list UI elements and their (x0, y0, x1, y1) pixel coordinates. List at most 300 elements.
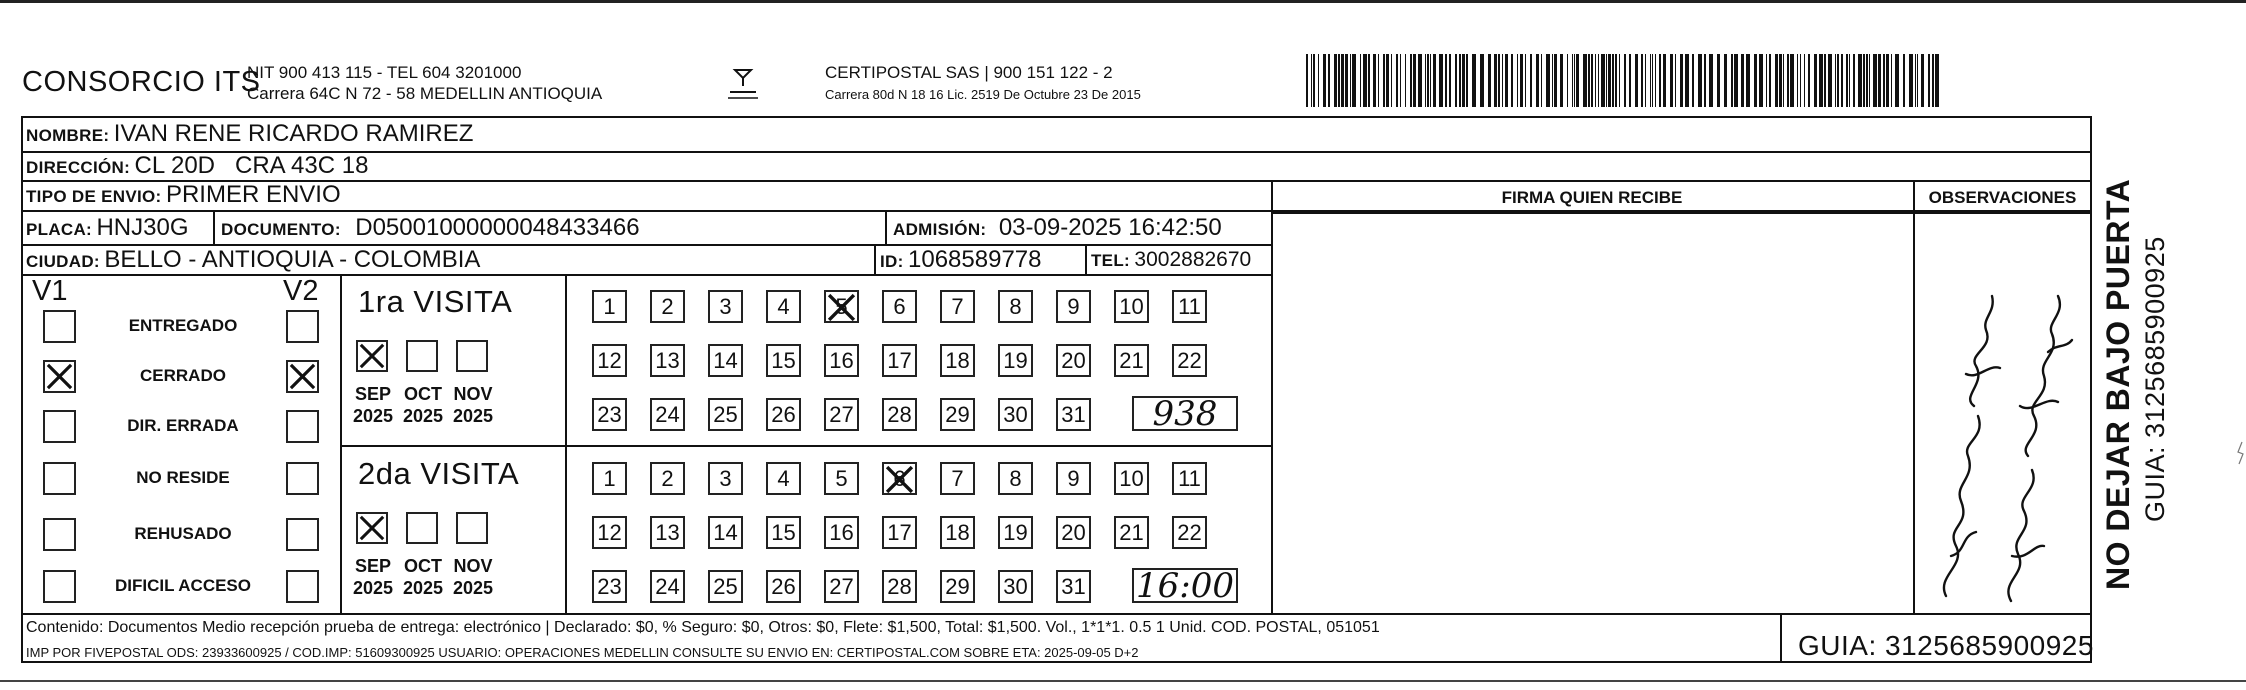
barcode-bar (1511, 54, 1513, 107)
day-number: 5 (835, 294, 848, 319)
barcode-bar (1606, 54, 1607, 107)
barcode-bar (1624, 54, 1626, 107)
barcode-bar (1502, 54, 1503, 107)
barcode-bar (1363, 54, 1367, 107)
barcode-bar (1849, 54, 1850, 107)
status-label: REHUSADO (134, 524, 232, 543)
day-box[interactable]: 11 (1172, 290, 1207, 323)
day-box[interactable]: 30 (998, 570, 1033, 603)
barcode-bar (1552, 54, 1553, 107)
v2-checkbox[interactable] (286, 570, 319, 603)
barcode-bar (1530, 54, 1532, 107)
barcode-bar (1378, 54, 1379, 107)
month-year: 2025 (402, 406, 444, 426)
barcode-bar (1615, 54, 1617, 107)
barcode-bar (1472, 54, 1476, 107)
day-box[interactable]: 30 (998, 398, 1033, 431)
month-name: SEP (354, 384, 392, 404)
barcode-bar (1841, 54, 1843, 107)
barcode-bar (1455, 54, 1457, 107)
day-box[interactable]: 15 (766, 344, 801, 377)
id-label: ID: (880, 252, 904, 271)
barcode-bar (1328, 54, 1330, 107)
day-box[interactable]: 19 (998, 516, 1033, 549)
top-border (0, 0, 2246, 3)
month-checkbox[interactable] (356, 340, 388, 372)
status-label: DIFICIL ACCESO (114, 576, 251, 595)
barcode-bar (1645, 54, 1646, 107)
day-box[interactable]: 13 (650, 516, 685, 549)
barcode-bar (1334, 54, 1337, 107)
barcode-bar (1536, 54, 1539, 107)
day-box[interactable]: 24 (650, 570, 685, 603)
month-checkbox[interactable] (406, 512, 438, 544)
v2-checkbox[interactable] (286, 410, 319, 443)
barcode-bar (1769, 54, 1771, 107)
barcode-bar (1883, 54, 1885, 107)
bottom-border (0, 680, 2246, 682)
month-year: 2025 (352, 406, 394, 426)
barcode-bar (1430, 54, 1431, 107)
footer-guia-divider (1780, 613, 1782, 663)
month-checkbox[interactable] (456, 512, 488, 544)
day-box[interactable]: 16 (824, 344, 859, 377)
month-year: 2025 (352, 578, 394, 598)
day-box[interactable]: 18 (940, 516, 975, 549)
admision-value: 03-09-2025 16:42:50 (998, 214, 1222, 241)
day-box[interactable]: 24 (650, 398, 685, 431)
day-box[interactable]: 27 (824, 398, 859, 431)
side-guia: GUIA: 3125685900925 (2140, 236, 2170, 522)
direccion-row (26, 152, 368, 180)
ciudad-label: CIUDAD: (26, 252, 100, 271)
barcode-bar (1400, 54, 1401, 107)
barcode-bar (1797, 54, 1798, 107)
barcode-bar (1488, 54, 1491, 107)
month-checkbox[interactable] (356, 512, 388, 544)
barcode-bar (1709, 54, 1713, 107)
barcode-bar (1734, 54, 1738, 107)
barcode-bar (1601, 54, 1605, 107)
barcode-bar (1498, 54, 1500, 107)
barcode-bar (1935, 54, 1939, 107)
barcode-bar (1724, 54, 1727, 107)
day-box[interactable]: 23 (592, 398, 627, 431)
day-box[interactable]: 20 (1056, 344, 1091, 377)
visit-divider (340, 445, 1271, 447)
courier-info (825, 62, 1141, 106)
status-label: CERRADO (140, 366, 226, 385)
nombre-row (26, 120, 473, 148)
barcode-bar (1895, 54, 1899, 107)
day-box[interactable]: 26 (766, 570, 801, 603)
barcode-bar (1546, 54, 1550, 107)
company-name: CONSORCIO ITS (22, 66, 261, 98)
month-name: OCT (404, 556, 442, 576)
barcode-bar (1787, 54, 1789, 107)
barcode-bar (1386, 54, 1389, 107)
barcode-bar (1835, 54, 1836, 107)
barcode-bar (1846, 54, 1848, 107)
v1-checkbox[interactable] (43, 518, 76, 551)
barcode-bar (1525, 54, 1526, 107)
barcode-bar (1396, 54, 1398, 107)
barcode-bar (1311, 54, 1312, 107)
day-box[interactable]: 21 (1114, 344, 1149, 377)
barcode-bar (1858, 54, 1862, 107)
day-box[interactable]: 27 (824, 570, 859, 603)
day-box[interactable]: 7 (940, 462, 975, 495)
id-row (880, 246, 1042, 274)
admision-divider (885, 212, 887, 245)
barcode-bar (1576, 54, 1579, 107)
barcode-bar (1655, 54, 1656, 107)
day-box[interactable]: 4 (766, 290, 801, 323)
tel-value: 3002882670 (1134, 248, 1252, 271)
company-nit: NIT 900 413 115 - TEL 604 3201000 (247, 63, 522, 82)
placa-label: PLACA: (26, 220, 93, 239)
barcode-bar (1869, 54, 1870, 107)
barcode-bar (1663, 54, 1666, 107)
certipostal-logo-icon (722, 64, 764, 104)
month-year: 2025 (452, 578, 494, 598)
tel-label: TEL: (1091, 251, 1130, 270)
row-divider (1913, 212, 2092, 214)
barcode-bar (1567, 54, 1568, 107)
barcode-bar (1425, 54, 1426, 107)
barcode-bar (1759, 54, 1763, 107)
tel-divider (1085, 244, 1087, 275)
v1-checkbox[interactable] (43, 570, 76, 603)
barcode-bar (1808, 54, 1810, 107)
status-label: ENTREGADO (128, 316, 238, 335)
direccion-value: CL 20D CRA 43C 18 (134, 152, 369, 179)
day-box[interactable]: 10 (1114, 462, 1149, 495)
day-box[interactable]: 17 (882, 516, 917, 549)
barcode-bar (1853, 54, 1855, 107)
visit-title: 2da VISITA (358, 456, 520, 491)
barcode-bar (1462, 54, 1465, 107)
barcode-bar (1641, 54, 1643, 107)
barcode-bar (1754, 54, 1757, 107)
placa-divider (213, 212, 215, 245)
barcode-bar (1410, 54, 1412, 107)
ciudad-row (26, 246, 480, 274)
month-year: 2025 (452, 406, 494, 426)
barcode-bar (1505, 54, 1508, 107)
barcode-bar (1413, 54, 1416, 107)
month-year: 2025 (402, 578, 444, 598)
barcode-bar (1459, 54, 1461, 107)
barcode-bar (1878, 54, 1881, 107)
day-box[interactable] (882, 462, 917, 495)
barcode-bar (1731, 54, 1733, 107)
barcode (1306, 54, 1940, 107)
tipo-label: TIPO DE ENVIO: (26, 187, 162, 206)
day-box[interactable]: 19 (998, 344, 1033, 377)
barcode-bar (1704, 54, 1706, 107)
barcode-bar (1824, 54, 1826, 107)
v1-checkbox[interactable] (43, 360, 76, 393)
tel-row (1091, 248, 1251, 272)
barcode-bar (1800, 54, 1801, 107)
barcode-bar (1891, 54, 1892, 107)
day-box[interactable]: 4 (766, 462, 801, 495)
v1-checkbox[interactable] (43, 410, 76, 443)
barcode-bar (1466, 54, 1468, 107)
barcode-bar (1449, 54, 1451, 107)
barcode-bar (1368, 54, 1370, 107)
day-box[interactable]: 23 (592, 570, 627, 603)
barcode-bar (1494, 54, 1497, 107)
day-box[interactable]: 20 (1056, 516, 1091, 549)
barcode-bar (1345, 54, 1348, 107)
barcode-bar (1804, 54, 1805, 107)
barcode-bar (1903, 54, 1905, 107)
barcode-bar (1591, 54, 1593, 107)
barcode-bar (1520, 54, 1523, 107)
day-box[interactable]: 28 (882, 570, 917, 603)
day-box[interactable]: 25 (708, 398, 743, 431)
tipo-row (26, 181, 341, 209)
firma-left-border (1271, 180, 1273, 614)
barcode-bar (1608, 54, 1611, 107)
month-checkbox[interactable] (406, 340, 438, 372)
nombre-label: NOMBRE: (26, 126, 110, 145)
visit-title: 1ra VISITA (358, 284, 513, 319)
v2-header: V2 (283, 275, 319, 307)
barcode-bar (1352, 54, 1356, 107)
day-box[interactable]: 22 (1172, 516, 1207, 549)
day-box[interactable]: 1 (592, 462, 627, 495)
nombre-value: IVAN RENE RICARDO RAMIREZ (113, 120, 474, 147)
barcode-bar (1318, 54, 1319, 107)
direccion-label: DIRECCIÓN: (26, 158, 131, 177)
day-box[interactable]: 14 (708, 516, 743, 549)
courier-name: CERTIPOSTAL SAS | 900 151 122 - 2 (825, 63, 1113, 82)
day-box[interactable]: 29 (940, 398, 975, 431)
barcode-bar (1418, 54, 1422, 107)
barcode-bar (1341, 54, 1344, 107)
row-divider (1271, 212, 1913, 214)
barcode-bar (1338, 54, 1340, 107)
edge-mark (2234, 440, 2246, 466)
placa-value: HNJ30G (96, 214, 189, 241)
barcode-bar (1659, 54, 1661, 107)
barcode-bar (1741, 54, 1744, 107)
barcode-bar (1790, 54, 1794, 107)
barcode-bar (1779, 54, 1782, 107)
barcode-bar (1928, 54, 1930, 107)
barcode-bar (1775, 54, 1778, 107)
v1-header: V1 (32, 275, 68, 307)
documento-row (221, 214, 640, 242)
barcode-bar (1588, 54, 1590, 107)
day-box[interactable]: 8 (998, 462, 1033, 495)
day-box[interactable]: 22 (1172, 344, 1207, 377)
day-box[interactable]: 12 (592, 344, 627, 377)
documento-label: DOCUMENTO: (221, 220, 341, 239)
day-box[interactable]: 3 (708, 462, 743, 495)
tipo-value: PRIMER ENVIO (165, 181, 341, 208)
status-divider (340, 274, 342, 614)
barcode-bar (1863, 54, 1865, 107)
barcode-bar (1932, 54, 1934, 107)
barcode-bar (1313, 54, 1315, 107)
day-box[interactable]: 15 (766, 516, 801, 549)
observaciones-header: OBSERVACIONES (1928, 188, 2077, 207)
barcode-bar (1635, 54, 1638, 107)
day-box[interactable]: 5 (824, 462, 859, 495)
day-box[interactable]: 25 (708, 570, 743, 603)
side-warning: NO DEJAR BAJO PUERTA (2100, 178, 2136, 590)
footer-imp: IMP POR FIVEPOSTAL ODS: 23933600925 / COD.IMP: 51609300925 USUARIO: OPERACIONES MEDELLIN CONSULTE SU ENVIO EN: CERTIPOSTAL.COM SOBRE ETA: 2025-09-05 D+2 (26, 645, 1139, 660)
company-address: Carrera 64C N 72 - 58 MEDELLIN ANTIOQUIA (247, 84, 603, 103)
barcode-bar (1866, 54, 1868, 107)
barcode-bar (1598, 54, 1599, 107)
barcode-bar (1439, 54, 1443, 107)
day-box[interactable]: 6 (882, 290, 917, 323)
handwritten-time[interactable]: 938 (1132, 396, 1238, 431)
barcode-bar (1746, 54, 1750, 107)
day-box[interactable]: 9 (1056, 462, 1091, 495)
barcode-bar (1814, 54, 1817, 107)
barcode-bar (1917, 54, 1918, 107)
barcode-bar (1427, 54, 1429, 107)
admision-label: ADMISIÓN: (893, 220, 987, 239)
ciudad-value: BELLO - ANTIOQUIA - COLOMBIA (104, 246, 481, 273)
barcode-bar (1698, 54, 1702, 107)
day-box[interactable]: 26 (766, 398, 801, 431)
company-info (247, 62, 602, 104)
barcode-bar (1595, 54, 1596, 107)
id-divider (874, 244, 876, 275)
barcode-bar (1480, 54, 1484, 107)
id-value: 1068589778 (908, 246, 1042, 273)
month-name: NOV (453, 556, 493, 576)
barcode-bar (1650, 54, 1651, 107)
status-label: NO RESIDE (136, 468, 230, 487)
day-box[interactable]: 10 (1114, 290, 1149, 323)
day-box[interactable]: 8 (998, 290, 1033, 323)
barcode-bar (1517, 54, 1518, 107)
day-box[interactable] (824, 290, 859, 323)
placa-row (26, 214, 189, 242)
barcode-bar (1583, 54, 1587, 107)
firma-header: FIRMA QUIEN RECIBE (1501, 188, 1683, 207)
visit-days-divider (565, 274, 567, 614)
day-box[interactable]: 31 (1056, 570, 1091, 603)
barcode-bar (1360, 54, 1361, 107)
v2-checkbox[interactable] (286, 518, 319, 551)
barcode-bar (1323, 54, 1326, 107)
day-box[interactable]: 17 (882, 344, 917, 377)
month-name: SEP (354, 556, 392, 576)
barcode-bar (1837, 54, 1839, 107)
day-box[interactable]: 2 (650, 290, 685, 323)
day-box[interactable]: 14 (708, 344, 743, 377)
v2-checkbox[interactable] (286, 360, 319, 393)
barcode-bar (1629, 54, 1631, 107)
barcode-bar (1921, 54, 1924, 107)
barcode-bar (1652, 54, 1653, 107)
barcode-bar (1717, 54, 1720, 107)
day-number: 6 (893, 466, 906, 491)
v1-checkbox[interactable] (43, 462, 76, 495)
v1-checkbox[interactable] (43, 310, 76, 343)
barcode-bar (1873, 54, 1877, 107)
barcode-bar (1612, 54, 1614, 107)
barcode-bar (1766, 54, 1767, 107)
day-box[interactable]: 13 (650, 344, 685, 377)
barcode-bar (1350, 54, 1351, 107)
courier-license: Carrera 80d N 18 16 Lic. 2519 De Octubre 23 De 2015 (825, 87, 1141, 102)
barcode-bar (1675, 54, 1676, 107)
day-box[interactable]: 3 (708, 290, 743, 323)
barcode-bar (1433, 54, 1436, 107)
day-box[interactable]: 2 (650, 462, 685, 495)
row-divider (21, 274, 1271, 276)
barcode-bar (1541, 54, 1542, 107)
day-box[interactable]: 9 (1056, 290, 1091, 323)
day-box[interactable]: 7 (940, 290, 975, 323)
month-name: NOV (453, 384, 493, 404)
barcode-bar (1572, 54, 1573, 107)
day-box[interactable]: 18 (940, 344, 975, 377)
day-box[interactable]: 28 (882, 398, 917, 431)
handwritten-time[interactable]: 16:00 (1132, 568, 1238, 603)
day-box[interactable]: 11 (1172, 462, 1207, 495)
barcode-bar (1828, 54, 1832, 107)
barcode-bar (1554, 54, 1557, 107)
day-box[interactable]: 1 (592, 290, 627, 323)
barcode-bar (1560, 54, 1563, 107)
month-checkbox[interactable] (456, 340, 488, 372)
v2-checkbox[interactable] (286, 310, 319, 343)
day-box[interactable]: 12 (592, 516, 627, 549)
barcode-bar (1915, 54, 1916, 107)
barcode-bar (1574, 54, 1575, 107)
footer-guia: GUIA: 3125685900925 (1798, 630, 2094, 661)
obs-left-border (1913, 180, 1915, 614)
day-box[interactable]: 16 (824, 516, 859, 549)
barcode-bar (1783, 54, 1784, 107)
day-box[interactable]: 31 (1056, 398, 1091, 431)
barcode-bar (1445, 54, 1447, 107)
barcode-bar (1619, 54, 1620, 107)
barcode-bar (1306, 54, 1308, 107)
barcode-bar (1886, 54, 1889, 107)
month-name: OCT (404, 384, 442, 404)
day-box[interactable]: 21 (1114, 516, 1149, 549)
barcode-bar (1670, 54, 1673, 107)
day-box[interactable]: 29 (940, 570, 975, 603)
barcode-bar (1685, 54, 1689, 107)
status-label: DIR. ERRADA (127, 416, 239, 435)
footer-contenido: Contenido: Documentos Medio recepción prueba de entrega: electrónico | Declarado: $0, % Seguro: $0, Otros: $0, Flete: $1,500, Total: $1,500. Vol., 1*1*1. 0.5 1 Unid. COD. POSTAL, 051051 (26, 619, 1380, 636)
barcode-bar (1405, 54, 1406, 107)
barcode-bar (1692, 54, 1694, 107)
admision-row (893, 214, 1222, 242)
barcode-bar (1373, 54, 1376, 107)
v2-checkbox[interactable] (286, 462, 319, 495)
documento-value: D05001000000048433466 (355, 214, 640, 241)
barcode-bar (1819, 54, 1823, 107)
barcode-bar (1391, 54, 1392, 107)
barcode-bar (1680, 54, 1683, 107)
barcode-bar (1383, 54, 1385, 107)
barcode-bar (1909, 54, 1913, 107)
